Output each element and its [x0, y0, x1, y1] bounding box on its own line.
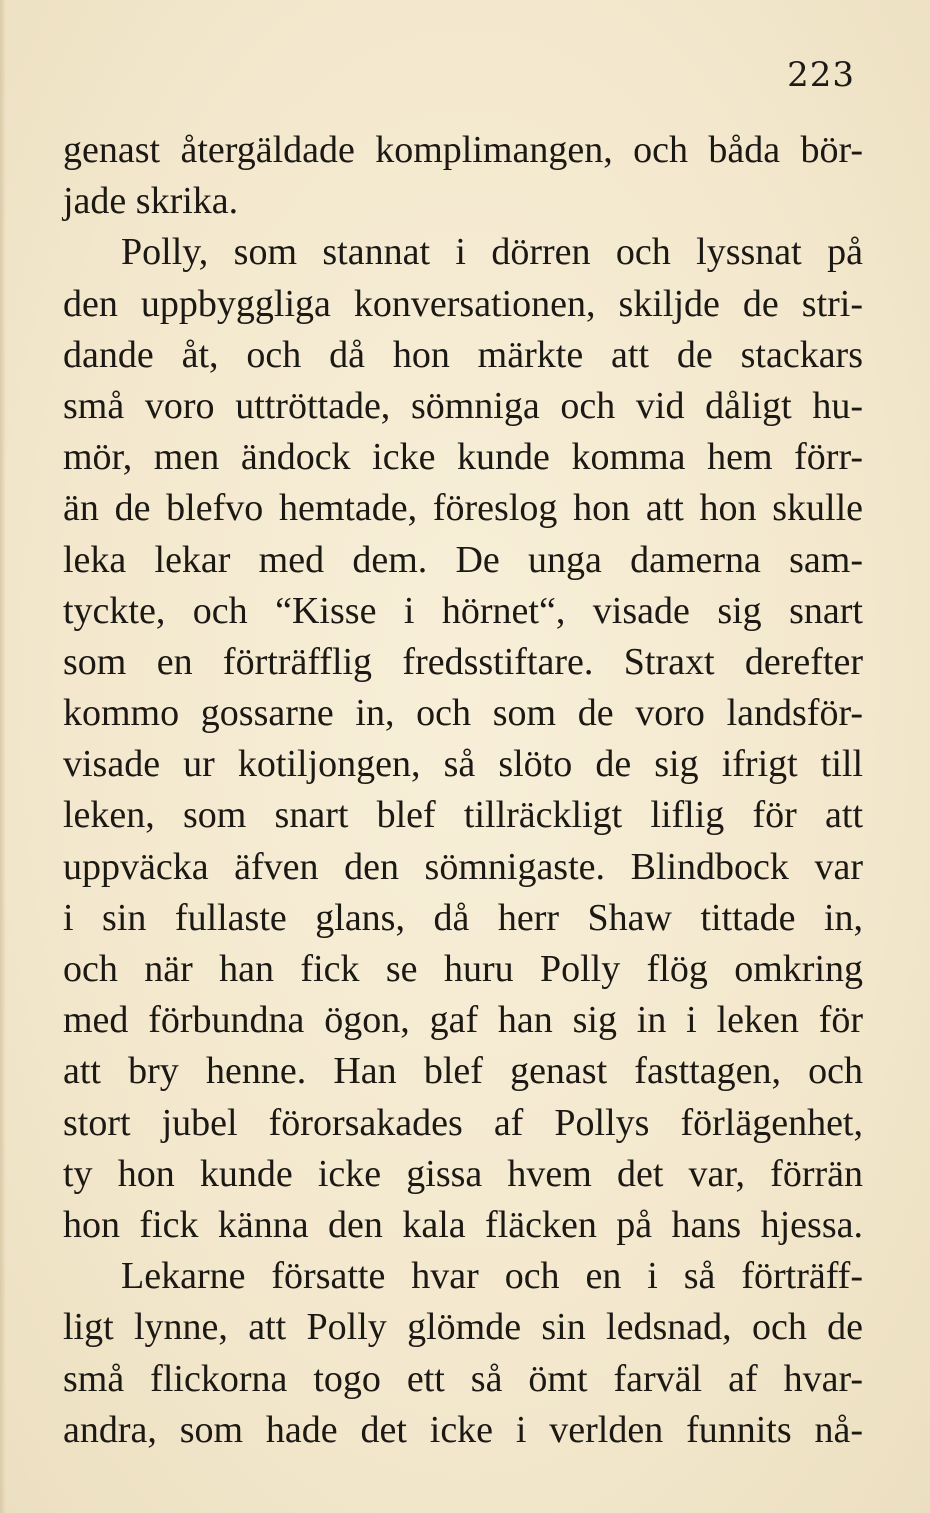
text-line: Polly, som stannat i dörren och lyssnat på — [121, 231, 863, 274]
text-line: stort jubel förorsakades af Pollys förlägenhet, — [63, 1101, 863, 1144]
text-line: som en förträfflig fredsstiftare. Straxt derefter — [63, 640, 863, 683]
text-line: än de blefvo hemtade, föreslog hon att hon skulle — [63, 487, 863, 530]
page-gutter — [0, 0, 6, 1513]
text-line: små voro uttröttade, sömniga och vid dåligt hu- — [63, 384, 863, 427]
page-number: 223 — [787, 55, 855, 95]
text-line: små flickorna togo ett så ömt farväl af hvar- — [63, 1357, 863, 1400]
text-line: mör, men ändock icke kunde komma hem förr- — [63, 436, 863, 479]
text-line: Lekarne försatte hvar och en i så förträff- — [121, 1255, 863, 1298]
text-line: ty hon kunde icke gissa hvem det var, förrän — [63, 1152, 863, 1195]
text-line: med förbundna ögon, gaf han sig in i leken för — [63, 999, 863, 1042]
text-line: visade ur kotiljongen, så slöto de sig ifrigt till — [63, 743, 863, 786]
text-line: den uppbyggliga konversationen, skiljde de stri- — [63, 282, 863, 325]
text-line: andra, som hade det icke i verlden funnits nå- — [63, 1408, 863, 1451]
text-line: dande åt, och då hon märkte att de stackars — [63, 333, 863, 376]
text-line: att bry henne. Han blef genast fasttagen, och — [63, 1050, 863, 1093]
text-line: uppväcka äfven den sömnigaste. Blindbock var — [63, 845, 863, 888]
text-line: genast återgäldade komplimangen, och båda bör- — [63, 129, 863, 171]
text-line: kommo gossarne in, och som de voro landsför- — [63, 692, 863, 735]
text-line: hon fick känna den kala fläcken på hans hjessa. — [63, 1203, 863, 1246]
text-line: tyckte, och “Kisse i hörnet“, visade sig snart — [63, 589, 863, 632]
text-line: leka lekar med dem. De unga damerna sam- — [63, 538, 863, 581]
text-line: i sin fullaste glans, då herr Shaw tittade in, — [63, 896, 863, 939]
text-line: och när han fick se huru Polly flög omkring — [63, 948, 863, 990]
text-line: leken, som snart blef tillräckligt liflig för att — [63, 794, 863, 837]
body-text — [63, 125, 863, 1456]
text-line: jade skrika. — [63, 180, 239, 223]
text-line: ligt lynne, att Polly glömde sin ledsnad, och de — [63, 1306, 863, 1349]
